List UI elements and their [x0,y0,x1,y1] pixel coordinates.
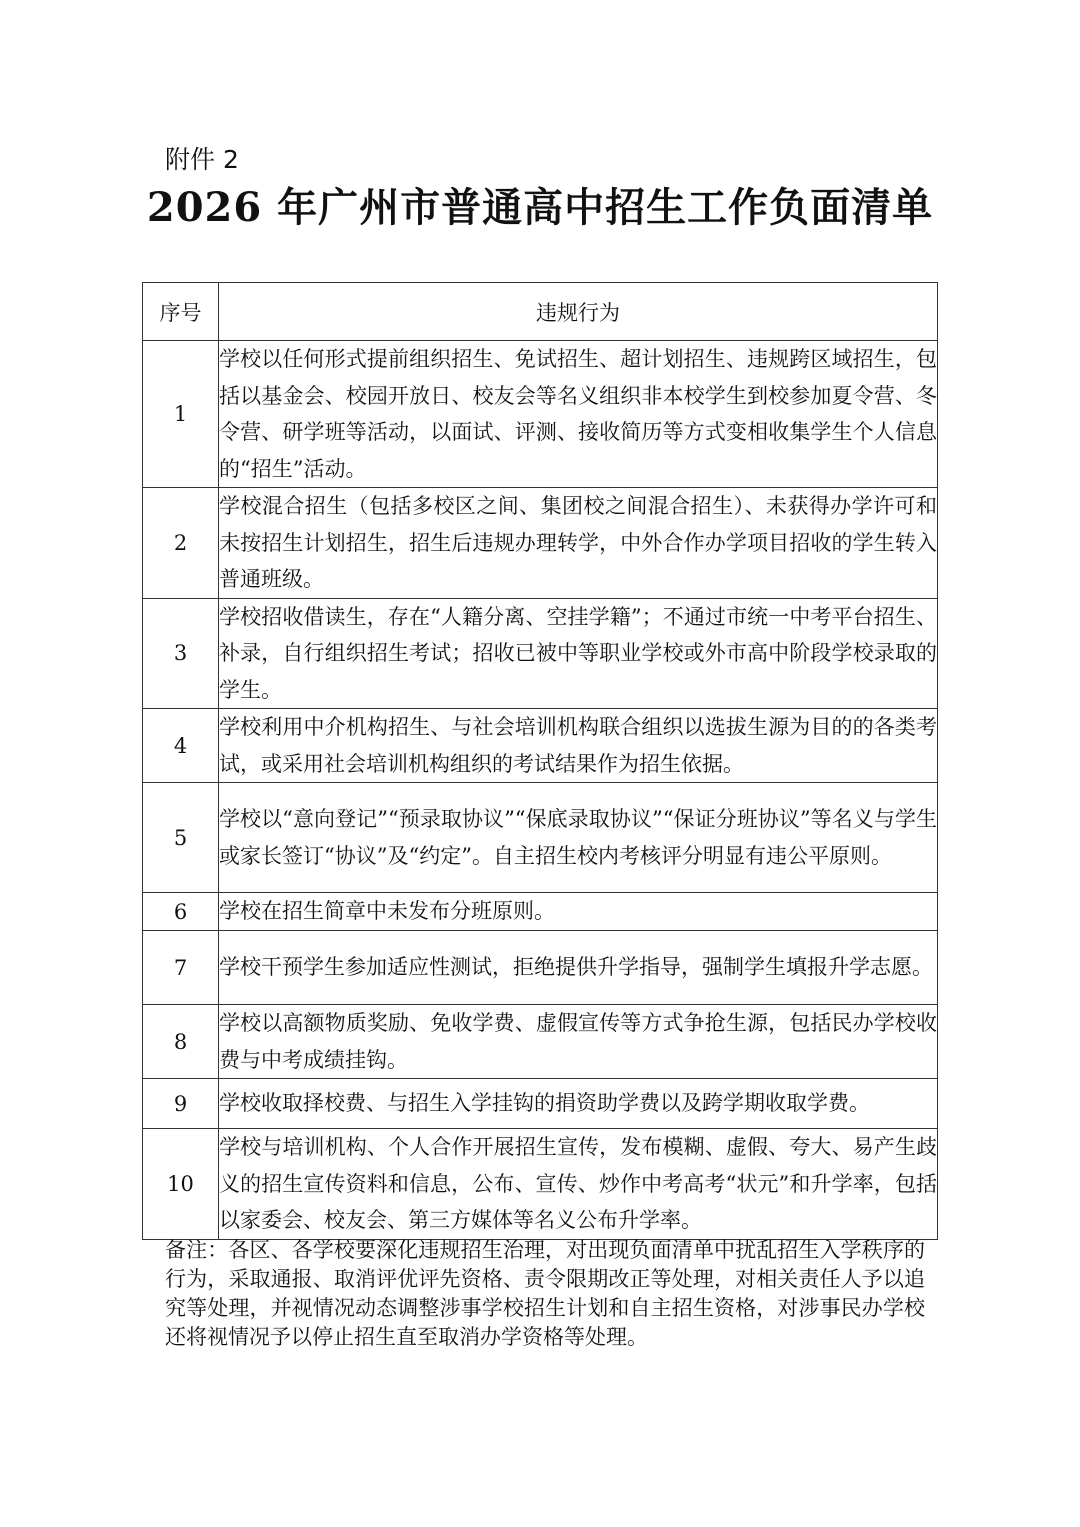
document-title: 2026 年广州市普通高中招生工作负面清单 [146,184,934,231]
table-row [143,598,938,709]
remarks-note: 备注：各区、各学校要深化违规招生治理，对出现负面清单中扰乱招生入学秩序的行为，采取通报、取消评优评先资格、责令限期改正等处理，对相关责任人予以追究等处理，并视情况动态调整涉事学校招生计划和自主招生资格，对涉事民办学校还将视情况予以停止招生直至取消办学资格等处理。 [165,1238,925,1349]
table-row [143,709,938,783]
attachment-label: 附件 2 [165,145,239,174]
table-row [143,488,938,599]
row-text: 学校招收借读生，存在“人籍分离、空挂学籍”；不通过市统一中考平台招生、补录，自行组织招生考试；招收已被中等职业学校或外市高中阶段学校录取的学生。 [219,598,938,709]
row-number: 5 [143,783,219,893]
table-row [143,893,938,931]
table-row [143,1079,938,1129]
table-row [143,341,938,488]
header-behavior: 违规行为 [219,283,938,341]
row-number: 7 [143,931,219,1005]
table-row [143,783,938,893]
row-number: 4 [143,709,219,783]
row-text: 学校以任何形式提前组织招生、免试招生、超计划招生、违规跨区域招生，包括以基金会、校园开放日、校友会等名义组织非本校学生到校参加夏令营、冬令营、研学班等活动，以面试、评测、接收简历等方式变相收集学生个人信息的“招生”活动。 [219,341,938,488]
row-number: 8 [143,1005,219,1079]
row-number: 6 [143,893,219,931]
row-text: 学校以高额物质奖励、免收学费、虚假宣传等方式争抢生源，包括民办学校收费与中考成绩挂钩。 [219,1005,938,1079]
row-number: 3 [143,598,219,709]
row-number: 9 [143,1079,219,1129]
row-text: 学校干预学生参加适应性测试，拒绝提供升学指导，强制学生填报升学志愿。 [219,931,938,1005]
negative-list-table [142,282,938,1240]
row-text: 学校与培训机构、个人合作开展招生宣传，发布模糊、虚假、夸大、易产生歧义的招生宣传资料和信息，公布、宣传、炒作中考高考“状元”和升学率，包括以家委会、校友会、第三方媒体等名义公布升学率。 [219,1129,938,1240]
table-row [143,931,938,1005]
table-row [143,1129,938,1240]
table-row [143,1005,938,1079]
header-number: 序号 [143,283,219,341]
row-text: 学校以“意向登记”“预录取协议”“保底录取协议”“保证分班协议”等名义与学生或家长签订“协议”及“约定”。自主招生校内考核评分明显有违公平原则。 [219,783,938,893]
row-number: 1 [143,341,219,488]
row-number: 10 [143,1129,219,1240]
row-text: 学校混合招生（包括多校区之间、集团校之间混合招生）、未获得办学许可和未按招生计划招生，招生后违规办理转学，中外合作办学项目招收的学生转入普通班级。 [219,488,938,599]
row-text: 学校在招生简章中未发布分班原则。 [219,893,938,931]
row-number: 2 [143,488,219,599]
row-text: 学校收取择校费、与招生入学挂钩的捐资助学费以及跨学期收取学费。 [219,1079,938,1129]
row-text: 学校利用中介机构招生、与社会培训机构联合组织以选拔生源为目的的各类考试，或采用社会培训机构组织的考试结果作为招生依据。 [219,709,938,783]
table-header-row [143,283,938,341]
